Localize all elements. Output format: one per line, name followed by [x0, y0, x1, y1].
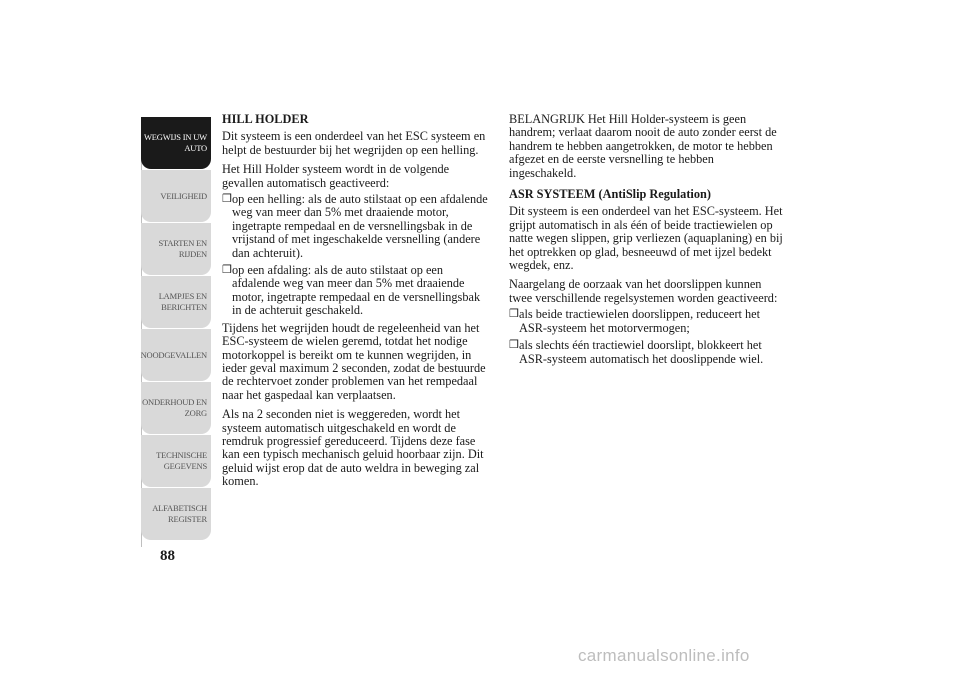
tab-wegwijs-in-uw-auto[interactable] [141, 117, 211, 169]
tab-alfabetisch-register[interactable] [141, 488, 211, 540]
left-column [222, 113, 490, 495]
chapter-sidebar [141, 117, 211, 541]
checkbox-bullet-icon: ❒ [509, 339, 519, 352]
tab-technische-gegevens[interactable] [141, 435, 211, 487]
list-item [509, 339, 784, 366]
checkbox-bullet-icon: ❒ [509, 308, 519, 321]
paragraph: Tijdens het wegrijden houdt de regeleenheid van het ESC-systeem de wielen geremd, totdat het nodige motorkoppel is bereikt om te kunnen wegrijden, in ieder geval maximum 2 seconden, zodat de bestuurde de rechtervoet zonder problemen van het rempedaal naar het gaspedaal kan verplaatsen. [222, 320, 486, 402]
tab-label: ALFABETISCH REGISTER [152, 503, 207, 524]
tab-label: LAMPJES EN BERICHTEN [158, 291, 207, 312]
tab-onderhoud-en-zorg[interactable] [141, 382, 211, 434]
list-item-text: op een helling: als de auto stilstaat op een afdalende weg van meer dan 5% met draaiende motor, ingetrapte rempedaal en de versnellingsbak in de vrijstand of met ingeschakelde versnelling (andere dan achteruit). [232, 192, 488, 260]
tab-lampjes-en-berichten[interactable] [141, 276, 211, 328]
tab-label: STARTEN EN RIJDEN [158, 238, 207, 259]
tab-label: TECHNISCHE GEGEVENS [156, 450, 207, 471]
tab-noodgevallen[interactable] [141, 329, 211, 381]
tab-label: WEGWIJS IN UW AUTO [143, 132, 207, 153]
important-note: BELANGRIJK Het Hill Holder-systeem is geen handrem; verlaat daarom nooit de auto zonder eerst de handrem te hebben aangetrokken, de motor te hebben afgezet en de eerste versnelling te hebben ingeschakeld. [509, 112, 777, 180]
tab-starten-en-rijden[interactable] [141, 223, 211, 275]
section-heading-hill-holder: HILL HOLDER [222, 112, 309, 126]
section-heading-asr: ASR SYSTEEM (AntiSlip Regulation) [509, 187, 711, 202]
list-item-text: als beide tractiewielen doorslippen, reduceert het ASR-systeem het motorvermogen; [519, 307, 761, 335]
list-item [222, 264, 490, 318]
paragraph: Dit systeem is een onderdeel van het ESC-systeem. Het grijpt automatisch in als één of beide tractiewielen op natte wegen slippen, grip verliezen (aquaplaning) en bij het optrekken op glad, besneeuwd of met ijzel bedekt wegdek, enz. [509, 204, 783, 273]
tab-veiligheid[interactable] [141, 170, 211, 222]
tab-label: NOODGEVALLEN [140, 349, 207, 360]
paragraph: Naargelang de oorzaak van het doorslippen kunnen twee verschillende regelsystemen worden geactiveerd: [509, 277, 778, 305]
list-item-text: op een afdaling: als de auto stilstaat op een afdalende weg van meer dan 5% met draaiende motor, ingetrapte rempedaal en de versnellingsbak in de achteruit geschakeld. [232, 263, 481, 318]
watermark-text: carmanualsonline.info [578, 646, 750, 665]
list-item [222, 193, 490, 260]
tab-label: VEILIGHEID [160, 190, 207, 201]
list-item-text: als slechts één tractiewiel doorslipt, blokkeert het ASR-systeem automatisch het dooslippende wiel. [519, 338, 764, 366]
paragraph: Dit systeem is een onderdeel van het ESC systeem en helpt de bestuurder bij het wegrijden op een helling. [222, 129, 486, 157]
checkbox-bullet-icon: ❒ [222, 193, 232, 206]
page-number: 88 [160, 548, 175, 564]
list-item [509, 308, 784, 335]
checkbox-bullet-icon: ❒ [222, 264, 232, 277]
paragraph: Als na 2 seconden niet is weggereden, wordt het systeem automatisch uitgeschakeld en wordt de remdruk progressief gereduceerd. Tijdens deze fase kan een typisch mechanisch geluid hoorbaar zijn. Dit geluid wijst erop dat de auto weldra in beweging zal komen. [222, 407, 484, 489]
right-column [509, 113, 784, 370]
tab-label: ONDERHOUD EN ZORG [142, 397, 207, 418]
paragraph: Het Hill Holder systeem wordt in de volgende gevallen automatisch geactiveerd: [222, 162, 450, 190]
